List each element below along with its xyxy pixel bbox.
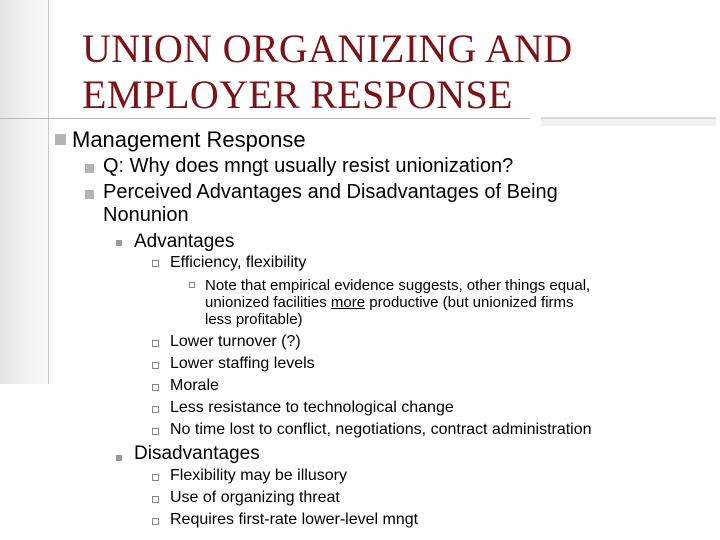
advantage-item: No time lost to conflict, negotiations, contract administration (170, 421, 592, 438)
note-line-1: Note that empirical evidence suggests, other things equal, (205, 277, 591, 294)
note-line-2 (205, 294, 574, 311)
title-line-1: UNION ORGANIZING AND (82, 26, 573, 71)
bullet-hollow-square-icon (152, 340, 159, 347)
bullet-square-icon (85, 164, 94, 173)
side-decoration-bar (0, 0, 49, 384)
title-underline (0, 118, 530, 119)
advantage-efficiency: Efficiency, flexibility (170, 254, 307, 271)
advantage-item: Lower turnover (?) (170, 333, 301, 350)
advantage-item: Lower staffing levels (170, 355, 315, 372)
bullet-hollow-square-icon (152, 518, 159, 525)
bullet-perceived-line-2: Nonunion (103, 204, 189, 226)
bullet-square-icon (85, 190, 94, 199)
title-line-2: EMPLOYER RESPONSE (82, 72, 513, 117)
bullet-management-response: Management Response (72, 127, 306, 152)
title-underline-accent (541, 117, 716, 126)
advantage-item: Morale (170, 377, 219, 394)
bullet-perceived-line-1: Perceived Advantages and Disadvantages of Being (103, 181, 558, 203)
bullet-hollow-square-icon (189, 282, 195, 288)
bullet-hollow-square-icon (152, 428, 159, 435)
note-underlined-word: more (330, 294, 366, 311)
slide-title (82, 26, 572, 118)
note-line-2-pre: unionized facilities (205, 294, 331, 311)
disadvantage-item: Flexibility may be illusory (170, 467, 347, 484)
bullet-hollow-square-icon (152, 474, 159, 481)
bullet-square-icon (55, 134, 66, 145)
note-line-3: less profitable) (205, 311, 303, 328)
disadvantage-item: Requires first-rate lower-level mngt (170, 511, 419, 528)
note-line-2-post: productive (but unionized firms (365, 294, 574, 311)
bullet-q-item: Q: Why does mngt usually resist unionization? (103, 155, 514, 177)
disadvantage-item: Use of organizing threat (170, 489, 340, 506)
bullet-hollow-square-icon (152, 260, 159, 267)
bullet-hollow-square-icon (152, 406, 159, 413)
bullet-hollow-square-icon (152, 362, 159, 369)
advantage-item: Less resistance to technological change (170, 399, 454, 416)
bullet-square-icon (116, 240, 122, 246)
heading-disadvantages: Disadvantages (134, 443, 260, 464)
bullet-square-icon (116, 455, 122, 461)
heading-advantages: Advantages (134, 231, 235, 252)
bullet-hollow-square-icon (152, 496, 159, 503)
bullet-hollow-square-icon (152, 384, 159, 391)
